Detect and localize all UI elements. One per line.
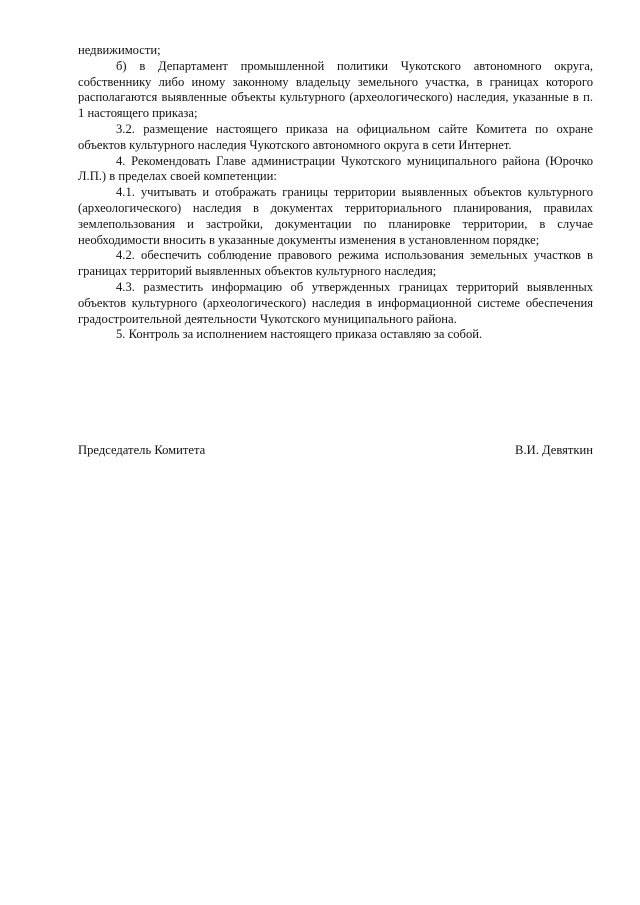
paragraph-item-4-3: 4.3. разместить информацию об утвержденных границах территорий выявленных объектов культурного (археологического) наследия в информационной системе обеспечения градостроительной деятельности Чукотского муниципального района. <box>78 279 593 326</box>
paragraph-item-4-2: 4.2. обеспечить соблюдение правового режима использования земельных участков в границах территорий выявленных объектов культурного наследия; <box>78 248 593 279</box>
signature-block <box>78 443 593 459</box>
paragraph-continuation: недвижимости; <box>78 43 161 57</box>
paragraph-item-5: 5. Контроль за исполнением настоящего приказа оставляю за собой. <box>116 327 483 342</box>
paragraph-item-3-2: 3.2. размещение настоящего приказа на официальном сайте Комитета по охране объектов культурного наследия Чукотского автономного округа в сети Интернет. <box>78 121 593 152</box>
paragraph-item-b: б) в Департамент промышленной политики Чукотского автономного округа, собственнику либо иному законному владельцу земельного участка, в границах которого располагаются выявленные объекты культурного (археологического) наследия, указанные в п. 1 настоящего приказа; <box>78 58 593 121</box>
document-body <box>78 43 593 343</box>
paragraph-item-4: 4. Рекомендовать Главе администрации Чукотского муниципального района (Юрочко Л.П.) в пределах своей компетенции: <box>78 153 593 184</box>
signatory-name: В.И. Девяткин <box>515 443 593 457</box>
paragraph-item-4-1: 4.1. учитывать и отображать границы территории выявленных объектов культурного (археологического) наследия в документах территориального планирования, правилах землепользования и застройки, документации по планировке территории, в случае необходимости вносить в указанные документы изменения в установленном порядке; <box>78 185 593 247</box>
signatory-position: Председатель Комитета <box>78 443 206 457</box>
